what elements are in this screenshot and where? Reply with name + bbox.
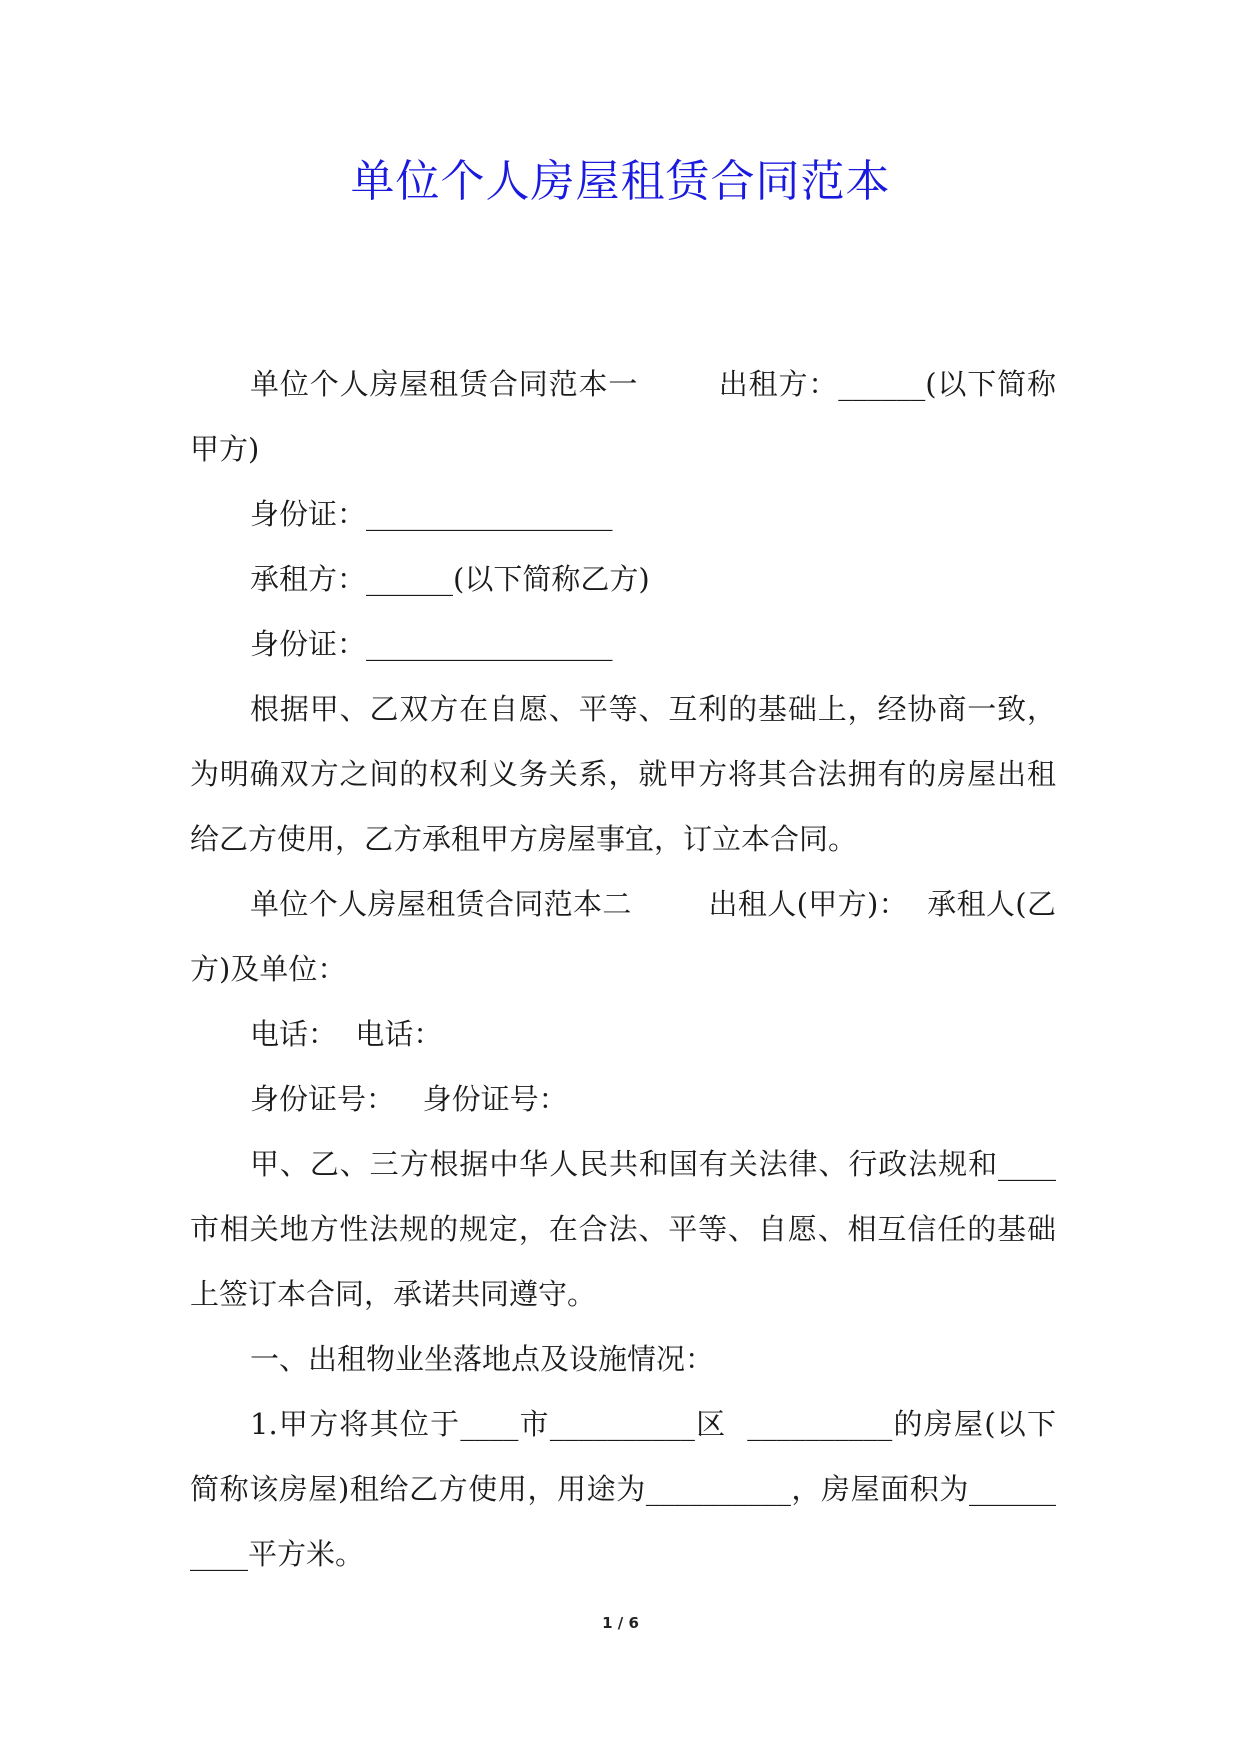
- paragraph: 1.甲方将其位于____市__________区 __________的房屋(以下简称该房屋)租给乙方使用，用途为__________，房屋面积为__________平方米。: [190, 1407, 1056, 1571]
- paragraph: 甲、乙、三方根据中华人民共和国有关法律、行政法规和____市相关地方性法规的规定，在合法、平等、自愿、相互信任的基础上签订本合同，承诺共同遵守。: [190, 1147, 1056, 1311]
- page-number: 1 / 6: [602, 1614, 639, 1632]
- paragraph: 身份证：_________________: [250, 627, 613, 661]
- document-body: [190, 352, 1056, 1587]
- paragraph: 承租方：______(以下简称乙方): [250, 562, 650, 596]
- paragraph: 单位个人房屋租赁合同范本一 出租方：______(以下简称甲方): [190, 367, 1056, 466]
- paragraph: 单位个人房屋租赁合同范本二 出租人(甲方)： 承租人(乙方)及单位：: [190, 887, 1056, 986]
- document-title: 单位个人房屋租赁合同范本: [350, 156, 891, 207]
- paragraph: 根据甲、乙双方在自愿、平等、互利的基础上，经协商一致，为明确双方之间的权利义务关系，就甲方将其合法拥有的房屋出租给乙方使用，乙方承租甲方房屋事宜，订立本合同。: [190, 692, 1056, 856]
- paragraph: 一、出租物业坐落地点及设施情况：: [250, 1342, 715, 1376]
- paragraph: 身份证号： 身份证号：: [250, 1082, 568, 1116]
- paragraph: 电话： 电话：: [250, 1017, 443, 1051]
- paragraph: 身份证：_________________: [250, 497, 613, 531]
